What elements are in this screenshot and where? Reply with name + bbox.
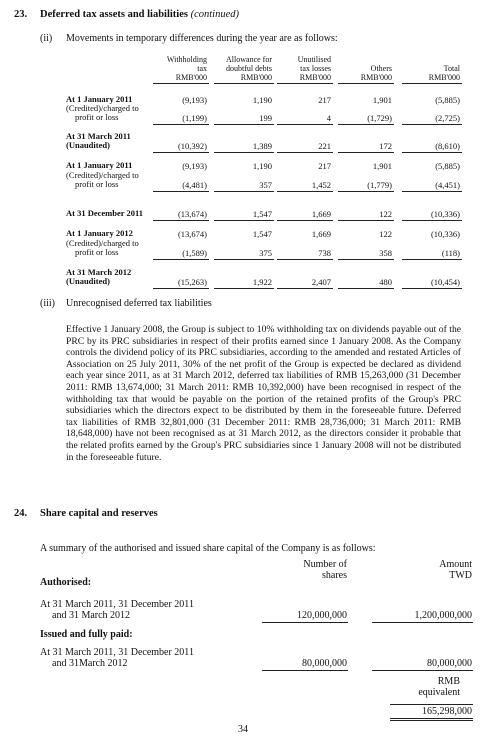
table-cell: 221 bbox=[318, 141, 331, 151]
table-cell: 1,901 bbox=[372, 161, 392, 171]
table-cell: 1,389 bbox=[252, 141, 272, 151]
column-header-underline bbox=[153, 83, 209, 84]
cell-underline bbox=[153, 152, 209, 153]
table-cell: 1,190 bbox=[252, 95, 272, 105]
table-cell: 480 bbox=[379, 277, 392, 287]
row-label-continued: (Unaudited) bbox=[66, 276, 110, 286]
table-cell: 358 bbox=[379, 248, 392, 258]
table-cell: 1,901 bbox=[372, 95, 392, 105]
table-cell: (1,779) bbox=[367, 180, 392, 190]
issued-heading: Issued and fully paid: bbox=[40, 629, 133, 640]
table-cell: (4,451) bbox=[435, 180, 460, 190]
table-cell: (1,589) bbox=[182, 248, 207, 258]
cell-underline bbox=[153, 220, 209, 221]
column-header-5-line-3: Total bbox=[443, 64, 460, 73]
authorised-shares: 120,000,000 bbox=[297, 610, 347, 621]
cell-underline bbox=[277, 220, 333, 221]
table-cell: (10,336) bbox=[430, 229, 460, 239]
table-cell: (118) bbox=[441, 248, 460, 258]
page-number: 34 bbox=[238, 724, 248, 735]
column-header-2-line-2: Allowance for bbox=[226, 55, 272, 64]
cell-underline bbox=[402, 288, 462, 289]
table-cell: (9,193) bbox=[182, 95, 207, 105]
share-capital-intro: A summary of the authorised and issued share capital of the Company is as follows: bbox=[40, 543, 376, 554]
shares-col-header-2: shares bbox=[322, 570, 347, 581]
cell-underline bbox=[277, 152, 333, 153]
row-label: (Credited)/charged to bbox=[66, 103, 139, 113]
cell-underline bbox=[214, 259, 274, 260]
column-header-4-line-3: Others bbox=[370, 64, 392, 73]
subsection-ii-text: Movements in temporary differences during the year are as follows: bbox=[66, 33, 338, 44]
table-cell: (10,392) bbox=[177, 141, 207, 151]
cell-underline bbox=[277, 259, 333, 260]
authorised-heading: Authorised: bbox=[40, 577, 92, 588]
issued-shares: 80,000,000 bbox=[302, 658, 347, 669]
table-cell: 2,407 bbox=[311, 277, 331, 287]
table-cell: 1,669 bbox=[311, 209, 331, 219]
row-label-continued: (Unaudited) bbox=[66, 140, 110, 150]
cell-underline bbox=[338, 191, 394, 192]
cell-underline bbox=[338, 152, 394, 153]
amount-col-header-1: Amount bbox=[439, 559, 472, 570]
table-cell: 122 bbox=[379, 229, 392, 239]
cell-underline bbox=[214, 124, 274, 125]
column-header-3-line-1: Unutilised bbox=[297, 55, 331, 64]
column-header-underline bbox=[277, 83, 333, 84]
row-label: (Credited)/charged to bbox=[66, 238, 139, 248]
row-label: (Credited)/charged to bbox=[66, 170, 139, 180]
issued-amount: 80,000,000 bbox=[427, 658, 472, 669]
table-cell: 122 bbox=[379, 209, 392, 219]
rmb-equivalent-amount: 165,298,000 bbox=[422, 706, 472, 717]
column-header-3-line-3: tax losses bbox=[300, 64, 331, 73]
amount-col-header-2: TWD bbox=[449, 570, 472, 581]
column-header-2-line-4: RMB'000 bbox=[240, 73, 272, 82]
subsection-ii-number: (ii) bbox=[40, 33, 53, 44]
authorised-label-2: and 31 March 2012 bbox=[52, 610, 131, 621]
cell-underline bbox=[153, 191, 209, 192]
row-label: At 31 March 2011 bbox=[66, 131, 131, 141]
cell-underline bbox=[153, 288, 209, 289]
authorised-shares-underline bbox=[262, 622, 348, 623]
issued-label-2: and 31March 2012 bbox=[52, 658, 128, 669]
section-23-title-suffix: (continued) bbox=[190, 9, 239, 20]
cell-underline bbox=[338, 124, 394, 125]
table-cell: 1,452 bbox=[311, 180, 331, 190]
subsection-iii-text: Unrecognised deferred tax liabilities bbox=[66, 298, 212, 309]
table-cell: (2,725) bbox=[435, 113, 460, 123]
cell-underline bbox=[277, 191, 333, 192]
table-cell: 217 bbox=[318, 161, 331, 171]
cell-underline bbox=[338, 259, 394, 260]
column-header-4-line-4: RMB'000 bbox=[360, 73, 392, 82]
authorised-amount: 1,200,000,000 bbox=[414, 610, 472, 621]
table-cell: 172 bbox=[379, 141, 392, 151]
section-23-number: 23. bbox=[14, 9, 28, 20]
rmb-equivalent-header-1: RMB bbox=[437, 676, 460, 687]
table-cell: 4 bbox=[326, 113, 331, 123]
cell-underline bbox=[153, 124, 209, 125]
table-cell: (10,454) bbox=[430, 277, 460, 287]
row-label-continued: profit or loss bbox=[75, 247, 119, 257]
table-cell: 1,547 bbox=[252, 209, 272, 219]
cell-underline bbox=[277, 124, 333, 125]
column-header-underline bbox=[402, 83, 462, 84]
cell-underline bbox=[214, 191, 274, 192]
table-cell: (13,674) bbox=[177, 229, 207, 239]
column-header-3-line-4: RMB'000 bbox=[299, 73, 331, 82]
section-23-heading bbox=[40, 9, 239, 22]
table-cell: 217 bbox=[318, 95, 331, 105]
table-cell: (1,729) bbox=[367, 113, 392, 123]
cell-underline bbox=[277, 288, 333, 289]
row-label: At 31 December 2011 bbox=[66, 208, 144, 218]
column-header-2-line-3: doubtful debts bbox=[226, 64, 272, 73]
column-header-5-line-4: RMB'000 bbox=[428, 73, 460, 82]
table-cell: 738 bbox=[318, 248, 331, 258]
cell-underline bbox=[402, 124, 462, 125]
table-cell: 357 bbox=[259, 180, 272, 190]
section-24-title: Share capital and reserves bbox=[40, 508, 158, 519]
rmb-amount-double-underline bbox=[390, 718, 473, 721]
table-cell: (5,885) bbox=[435, 95, 460, 105]
cell-underline bbox=[402, 220, 462, 221]
row-label: At 1 January 2011 bbox=[66, 94, 133, 104]
cell-underline bbox=[402, 191, 462, 192]
column-header-1-line-2: Withholding bbox=[166, 55, 207, 64]
cell-underline bbox=[402, 152, 462, 153]
rmb-amount-overline bbox=[390, 704, 473, 705]
table-cell: (4,481) bbox=[182, 180, 207, 190]
row-label-continued: profit or loss bbox=[75, 179, 119, 189]
table-cell: 199 bbox=[259, 113, 272, 123]
issued-shares-underline bbox=[262, 670, 348, 671]
row-label-continued: profit or loss bbox=[75, 112, 119, 122]
table-cell: (8,610) bbox=[435, 141, 460, 151]
cell-underline bbox=[402, 259, 462, 260]
cell-underline bbox=[214, 220, 274, 221]
column-header-1-line-3: tax bbox=[197, 64, 207, 73]
cell-underline bbox=[214, 288, 274, 289]
row-label: At 1 January 2012 bbox=[66, 228, 133, 238]
table-cell: (5,885) bbox=[435, 161, 460, 171]
cell-underline bbox=[153, 259, 209, 260]
table-cell: (1,199) bbox=[182, 113, 207, 123]
column-header-1-line-4: RMB'000 bbox=[175, 73, 207, 82]
table-cell: (10,336) bbox=[430, 209, 460, 219]
subsection-iii-number: (iii) bbox=[40, 298, 55, 309]
unrecognised-tax-paragraph: Effective 1 January 2008, the Group is subject to 10% withholding tax on dividends payable out of the PRC by its PRC subsidiaries in respect of their profits earned since 1 January 2008. As the Company controls the dividend policy of its PRC subsidiaries, according to the amended and restated Articles of Association on 25 July 2011, 30% of the net profit of the Group is expected be declared as dividend each year since 2011, as at 31 March 2012, deferred tax liabilities of RMB 15,263,000 (31 December 2011: RMB 13,674,000; 31 March 2011: RMB 10,392,000) have been recognised in respect of the withholding tax that would be payable on the portion of the retained profits of the Group's PRC subsidiaries which the directors expect to be distributed by them in the foreseeable future. Deferred tax liabilities of RMB 32,801,000 (31 December 2011: RMB 28,736,000; 31 March 2011: RMB 18,648,000) have not been recognised as at 31 March 2012, as the directors consider it probable that the related profits earned by the Group's PRC subsidiaries since 1 January 2008 will not be distributed in the foreseeable future. bbox=[66, 324, 461, 463]
row-label: At 31 March 2012 bbox=[66, 267, 132, 277]
section-24-number: 24. bbox=[14, 508, 28, 519]
section-23-title: Deferred tax assets and liabilities bbox=[40, 9, 188, 20]
issued-amount-underline bbox=[372, 670, 473, 671]
cell-underline bbox=[338, 220, 394, 221]
table-cell: 1,922 bbox=[252, 277, 272, 287]
column-header-underline bbox=[338, 83, 394, 84]
issued-label-1: At 31 March 2011, 31 December 2011 bbox=[40, 647, 194, 658]
table-cell: 1,669 bbox=[311, 229, 331, 239]
cell-underline bbox=[214, 152, 274, 153]
table-cell: (9,193) bbox=[182, 161, 207, 171]
row-label: At 1 January 2011 bbox=[66, 160, 133, 170]
table-cell: (15,263) bbox=[177, 277, 207, 287]
authorised-amount-underline bbox=[372, 622, 473, 623]
table-cell: (13,674) bbox=[177, 209, 207, 219]
column-header-underline bbox=[214, 83, 274, 84]
table-cell: 1,547 bbox=[252, 229, 272, 239]
authorised-label-1: At 31 March 2011, 31 December 2011 bbox=[40, 599, 194, 610]
table-cell: 1,190 bbox=[252, 161, 272, 171]
shares-col-header-1: Number of bbox=[303, 559, 347, 570]
rmb-equivalent-header-2: equivalent bbox=[418, 687, 460, 698]
table-cell: 375 bbox=[259, 248, 272, 258]
cell-underline bbox=[338, 288, 394, 289]
